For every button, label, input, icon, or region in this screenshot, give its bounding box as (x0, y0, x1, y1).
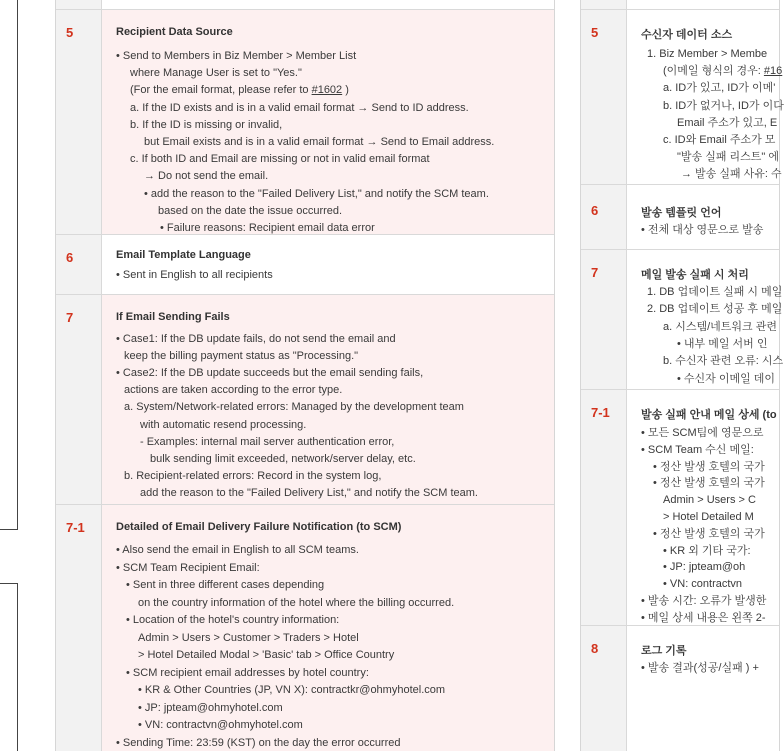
row-text-line (663, 82, 775, 95)
row-text-line (677, 117, 777, 130)
line-text: based on the date the issue occurred. (158, 204, 343, 217)
line-text: • Sent in English to all recipients (116, 269, 273, 281)
line-text-suffix: ) (342, 84, 349, 97)
row-text-line (130, 84, 349, 97)
row-text-line (677, 338, 767, 351)
line-text: b. Recipient-related errors: Record in the system log, (124, 469, 382, 482)
number-column (56, 295, 102, 504)
number-column (56, 10, 102, 234)
row-text-line (138, 684, 445, 697)
line-text: • Failure reasons: Recipient email data error (160, 222, 375, 234)
line-text: a. ID가 있고, ID가 이메' (663, 82, 776, 95)
row-text-line (130, 119, 282, 132)
row-content (102, 235, 554, 294)
row-content (102, 10, 554, 234)
line-text: • VN: contractvn@ohmyhotel.com (138, 719, 303, 731)
row-text-line (138, 702, 283, 715)
row-text-line (124, 350, 358, 363)
row-text-line (116, 544, 359, 557)
row-number: 6 (66, 250, 74, 265)
row-text-line (144, 170, 268, 183)
row-text-line (150, 453, 416, 466)
row-text-line (144, 188, 489, 201)
row-text-line (647, 48, 767, 61)
panel-korean (580, 0, 784, 751)
row-text-line (663, 511, 754, 524)
line-text: • add the reason to the "Failed Delivery List," and notify the SCM team. (144, 187, 489, 200)
row-text-line (124, 470, 381, 483)
line-text: • JP: jpteam@ohmyhotel.com (138, 701, 283, 714)
line-text: c. ID와 Email 주소가 모 (663, 134, 776, 146)
line-text: • 메일 상세 내용은 왼쪽 2- (641, 611, 766, 624)
row-number: 7 (66, 310, 74, 325)
row-title: 발송 실패 안내 메일 상세 (to (641, 409, 777, 421)
row-title: 발송 템플릿 언어 (641, 207, 722, 219)
row-text-line (647, 286, 782, 299)
row-number: 7-1 (66, 520, 85, 535)
row-text-line (116, 562, 260, 575)
row-text-line (126, 579, 324, 592)
row-title: Recipient Data Source (116, 26, 233, 38)
row-text-line (653, 461, 765, 474)
row-title: 수신자 데이터 소스 (641, 29, 733, 41)
row-title: 로그 기록 (641, 645, 687, 657)
line-text: • 수신자 이메일 데이 (677, 372, 776, 385)
row-text-line (663, 545, 751, 558)
row-text-line (138, 649, 394, 662)
row-text-line (663, 355, 783, 368)
row-7 (581, 250, 784, 390)
row-text-line (663, 65, 782, 78)
row-text-line (130, 153, 430, 166)
line-text: 2. DB 업데이트 성공 후 메일 (647, 303, 783, 316)
row-text-line (158, 205, 342, 218)
row-text-line (677, 151, 779, 164)
line-text: c. If both ID and Email are missing or not in valid email format (130, 153, 430, 166)
row-text-line (641, 444, 754, 457)
line-text: • KR 외 기타 국가: (663, 544, 751, 557)
row-title: If Email Sending Fails (116, 311, 230, 323)
row-text-line (641, 427, 763, 440)
row-text-line (116, 269, 273, 282)
line-text: a. 시스템/네트워크 관련 (663, 320, 777, 333)
line-text: a. If the ID exists and is in a valid email format → Send to ID address. (130, 101, 469, 114)
left-edge-fragment-top (0, 0, 18, 530)
line-text: • Location of the hotel's country information: (126, 614, 340, 626)
line-text: • KR & Other Countries (JP, VN X): contractkr@ohmyhotel.com (138, 684, 446, 696)
line-text: 1. Biz Member > Membe (647, 48, 768, 60)
line-text: • 내부 메일 서버 인 (677, 337, 768, 350)
line-text: • Case1: If the DB update fails, do not send the email and (116, 333, 396, 345)
line-text: Admin > Users > C (663, 494, 756, 507)
number-column (56, 0, 102, 9)
row-text-line (663, 494, 756, 507)
row-text-line (138, 719, 303, 732)
line-text: → Do not send the email. (144, 170, 269, 183)
number-column (581, 626, 627, 751)
row-number: 7 (591, 265, 599, 280)
row-title: Detailed of Email Delivery Failure Notification (to SCM) (116, 521, 402, 533)
row-text-line (140, 436, 394, 449)
line-text: > Hotel Detailed M (663, 511, 754, 523)
row-text-line (160, 222, 375, 235)
row-text-line (663, 134, 775, 147)
line-text: with automatic resend processing. (140, 418, 307, 431)
row-text-line (663, 100, 784, 113)
table-top-strip (56, 0, 554, 10)
line-text: • SCM Team 수신 메일: (641, 443, 754, 456)
row-content (627, 250, 784, 389)
row-text-line (663, 561, 745, 574)
line-text: • Send to Members in Biz Member > Member List (116, 50, 357, 62)
number-column (56, 235, 102, 294)
row-text-line (116, 333, 396, 346)
row-content (627, 390, 779, 625)
row-text-line (140, 419, 306, 432)
line-text: • SCM recipient email addresses by hotel country: (126, 666, 369, 679)
row-content (627, 185, 779, 249)
line-text: - Examples: internal mail server authentication error, (140, 435, 395, 448)
row-text-line (681, 168, 782, 181)
line-text: where Manage User is set to "Yes." (130, 67, 302, 80)
row-title: Email Template Language (116, 249, 251, 261)
line-text: • Also send the email in English to all SCM teams. (116, 544, 359, 556)
line-text: • 정산 발생 호텔의 국가 (653, 460, 765, 473)
line-text: • JP: jpteam@oh (663, 561, 746, 574)
line-text: bulk sending limit exceeded, network/server delay, etc. (150, 452, 416, 465)
row-5 (581, 10, 784, 185)
row-number: 5 (66, 25, 74, 40)
row-content (102, 295, 554, 504)
line-text: • 발송 결과(성공/실패 ) + (641, 662, 759, 674)
issue-link[interactable]: #1602 (311, 84, 343, 97)
row-text-line (138, 597, 454, 610)
row-content (627, 626, 779, 751)
row-7 (56, 295, 554, 505)
line-text: • 전체 대상 영문으로 발송 (641, 224, 764, 236)
row-text-line (126, 667, 369, 680)
row-text-line (116, 367, 423, 380)
row-text-line (130, 67, 302, 80)
number-column (581, 185, 627, 249)
row-text-line (641, 595, 766, 608)
line-text: • Sending Time: 23:59 (KST) on the day the error occurred (116, 736, 401, 749)
line-text: Email 주소가 있고, E (677, 116, 778, 129)
row-text-line (641, 612, 766, 625)
line-text: 1. DB 업데이트 실패 시 메일 (647, 286, 783, 298)
row-7-1 (56, 505, 554, 751)
number-column (56, 505, 102, 751)
row-text-line (140, 487, 478, 500)
line-text: on the country information of the hotel where the billing occurred. (138, 596, 455, 609)
line-text: • VN: contractvn (663, 578, 743, 591)
line-text: add the reason to the "Failed Delivery List," and notify the SCM team. (140, 486, 478, 499)
number-column (581, 10, 627, 184)
line-text: b. 수신자 관련 오류: 시스 (663, 355, 784, 368)
line-text: Admin > Users > Customer > Traders > Hotel (138, 631, 359, 644)
line-text: "발송 실패 리스트" 에 (677, 151, 779, 164)
row-number: 8 (591, 641, 599, 656)
row-6 (56, 235, 554, 295)
row-text-line (130, 102, 469, 115)
table-top-strip (581, 0, 779, 10)
row-text-line (677, 373, 775, 386)
line-text: • Sent in three different cases depending (126, 579, 325, 591)
line-text: • Case2: If the DB update succeeds but the email sending fails, (116, 367, 424, 380)
number-column (581, 250, 627, 389)
row-text-line (116, 737, 401, 750)
line-text: b. ID가 없거나, ID가 이다 (663, 99, 784, 112)
row-7-1 (581, 390, 779, 626)
line-text: a. System/Network-related errors: Managed by the development team (124, 401, 464, 414)
line-text: (이메일 형식의 경우: (663, 65, 764, 78)
number-column (581, 0, 627, 9)
line-text: keep the billing payment status as "Processing." (124, 350, 359, 363)
line-text: (For the email format, please refer to (130, 84, 312, 97)
panel-english (55, 0, 555, 751)
row-text-line (126, 614, 339, 627)
line-text: • SCM Team Recipient Email: (116, 561, 260, 574)
line-text: • 모든 SCM팀에 영문으로 (641, 427, 764, 439)
row-title: 메일 발송 실패 시 처리 (641, 269, 749, 281)
line-text: → 발송 실패 사유: 수 (681, 168, 782, 181)
line-text: b. If the ID is missing or invalid, (130, 118, 283, 131)
line-text: actions are taken according to the error type. (124, 384, 343, 397)
left-edge-fragment-bottom (0, 583, 18, 751)
row-text-line (653, 477, 765, 490)
line-text: • 정산 발생 호텔의 국가 (653, 477, 765, 490)
row-8 (581, 626, 779, 751)
row-text-line (124, 401, 464, 414)
row-text-line (138, 632, 359, 645)
row-number: 7-1 (591, 405, 610, 420)
row-text-line (641, 224, 763, 237)
row-text-line (663, 321, 777, 334)
row-number: 5 (591, 25, 599, 40)
row-text-line (144, 136, 494, 149)
line-text: • 발송 시간: 오류가 발생한 (641, 595, 767, 607)
line-text: > Hotel Detailed Modal > 'Basic' tab > Office Country (138, 649, 395, 661)
row-text-line (647, 303, 782, 316)
row-text-line (124, 384, 342, 397)
row-text-line (116, 50, 356, 63)
row-text-line (641, 662, 759, 675)
row-text-line (663, 578, 742, 591)
number-column (581, 390, 627, 625)
row-6 (581, 185, 779, 250)
row-text-line (653, 528, 765, 541)
issue-link[interactable]: #16 (763, 65, 783, 78)
row-number: 6 (591, 203, 599, 218)
row-content (102, 505, 554, 751)
line-text: • 정산 발생 호텔의 국가 (653, 527, 765, 540)
row-5 (56, 10, 554, 235)
row-content (627, 10, 784, 184)
line-text: but Email exists and is in a valid email format → Send to Email address. (144, 136, 495, 148)
